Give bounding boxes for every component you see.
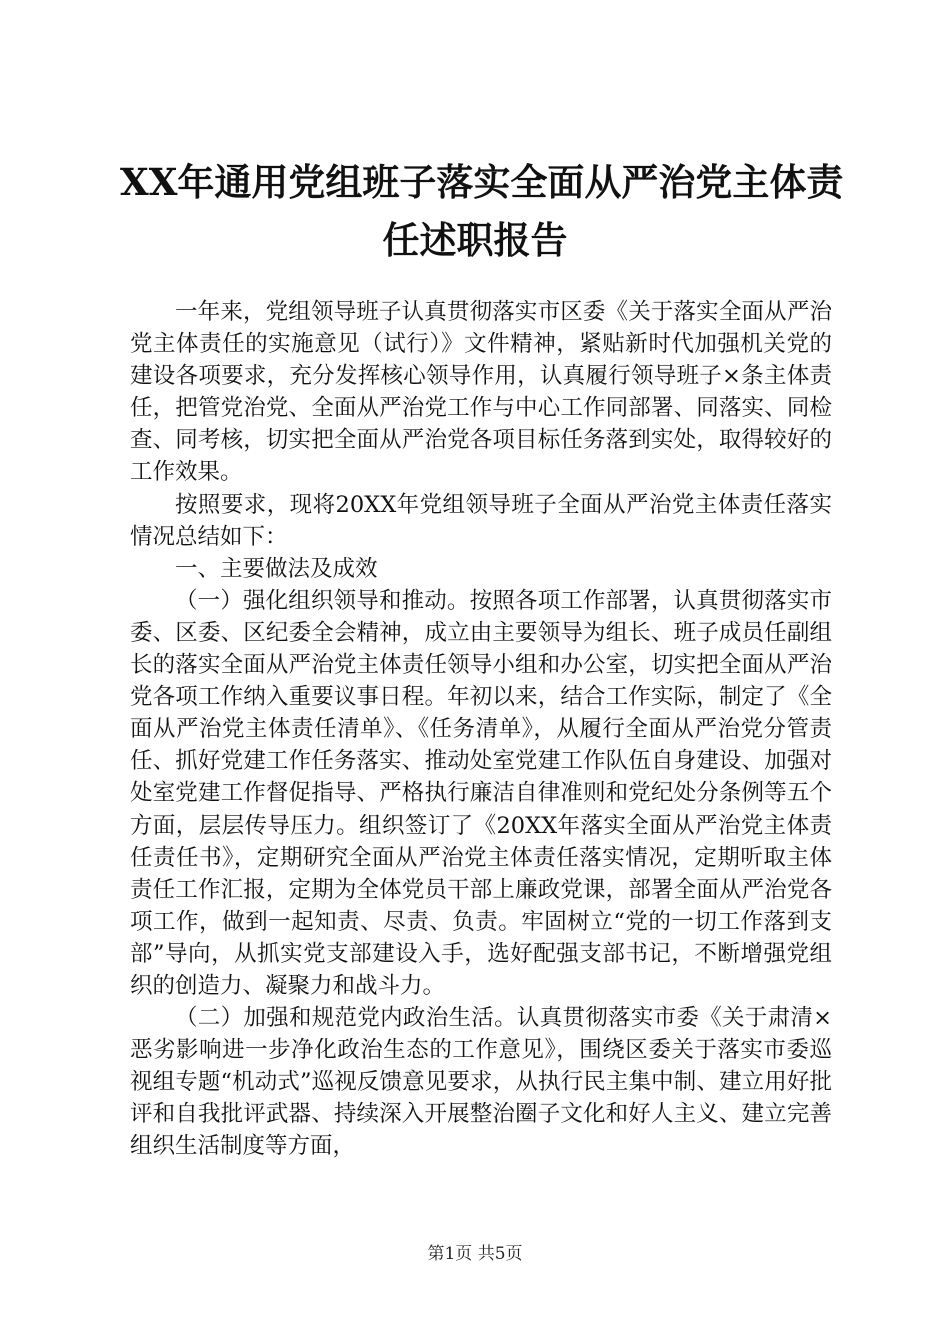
paragraph-item-1: （一）强化组织领导和推动。按照各项工作部署，认真贯彻落实市委、区委、区纪委全会精神，成立由主要领导为组长、班子成员任副组长的落实全面从严治党主体责任领导小组和办公室，切实把全面从严治党各项工作纳入重要议事日程。年初以来，结合工作实际，制定了《全面从严治党主体责任清单》、《任务清单》，从履行全面从严治党分管责任、抓好党建工作任务落实、推动处室党建工作队伍自身建设、加强对处室党建工作督促指导、严格执行廉洁自律准则和党纪处分条例等五个方面，层层传导压力。组织签订了《20XX年落实全面从严治党主体责任责任书》，定期研究全面从严治党主体责任落实情况，定期听取主体责任工作汇报，定期为全体党员干部上廉政党课，部署全面从严治党各项工作，做到一起知责、尽责、负责。牢固树立“党的一切工作落到支部”导向，从抓实党支部建设入手，选好配强支部书记，不断增强党组织的创造力、凝聚力和战斗力。 [130, 587, 832, 999]
document-title-line-2: 任述职报告 [382, 218, 568, 262]
paragraph-item-2: （二）加强和规范党内政治生活。认真贯彻落实市委《关于肃清×恶劣影响进一步净化政治生态的工作意见》，围绕区委关于落实市委巡视组专题“机动式”巡视反馈意见要求，从执行民主集中制、建立用好批评和自我批评武器、持续深入开展整治圈子文化和好人主义、建立完善组织生活制度等方面， [130, 1005, 832, 1160]
section-heading-main-practices: 一、主要做法及成效 [175, 555, 378, 582]
paragraph-summary-lead: 按照要求，现将20XX年党组领导班子全面从严治党主体责任落实情况总结如下： [130, 491, 832, 550]
paragraph-intro: 一年来，党组领导班子认真贯彻落实市区委《关于落实全面从严治党主体责任的实施意见（试行）》文件精神，紧贴新时代加强机关党的建设各项要求，充分发挥核心领导作用，认真履行领导班子×条主体责任，把管党治党、全面从严治党工作与中心工作同部署、同落实、同检查、同考核，切实把全面从严治党各项目标任务落到实处，取得较好的工作效果。 [130, 299, 832, 486]
page-footer: 第1页 共5页 [427, 1244, 523, 1264]
document-body [130, 296, 832, 1163]
document-title-line-1: XX年通用党组班子落实全面从严治党主体责 [120, 160, 844, 204]
